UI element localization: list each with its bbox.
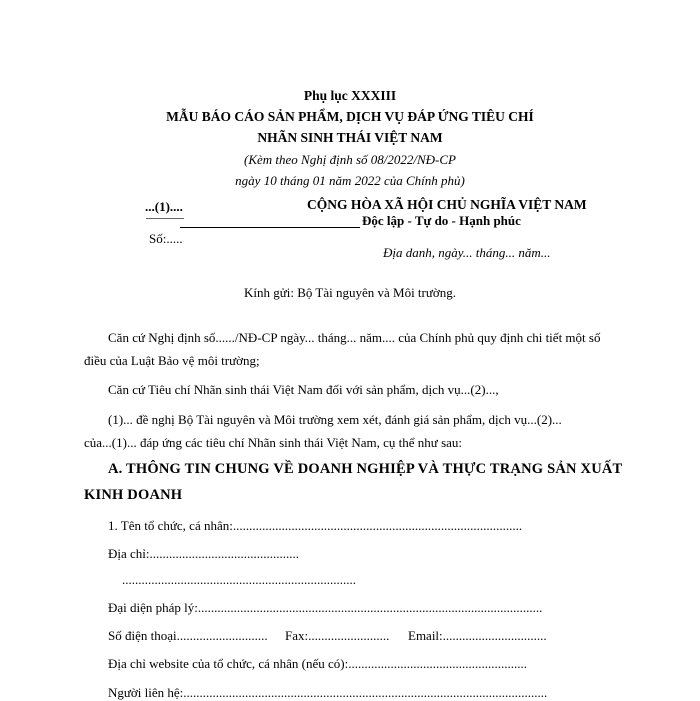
paragraph-3-cont: của...(1)... đáp ứng các tiêu chí Nhãn sinh thái Việt Nam, cụ thể như sau: <box>84 435 463 450</box>
org-code: ...(1).... <box>145 199 183 214</box>
email-field: Email:................................ <box>408 628 547 643</box>
paragraph-1-cont: điều của Luật Bảo vệ môi trường; <box>84 353 260 368</box>
address-field-cont: ........................................................................ <box>122 572 356 587</box>
org-name-field: 1. Tên tổ chức, cá nhân:......................................................................................... <box>108 518 523 533</box>
country-name: CỘNG HÒA XÃ HỘI CHỦ NGHĨA VIỆT NAM <box>307 197 587 212</box>
decree-reference: (Kèm theo Nghị định số 08/2022/NĐ-CP <box>244 152 456 167</box>
place-date: Địa danh, ngày... tháng... năm... <box>383 245 551 260</box>
motto-divider <box>180 227 360 228</box>
section-a-heading-cont: KINH DOANH <box>84 487 183 503</box>
decree-date: ngày 10 tháng 01 năm 2022 của Chính phủ) <box>235 173 465 188</box>
address-field: Địa chỉ:.............................................. <box>108 546 300 561</box>
org-underline <box>146 218 184 219</box>
document-title: MẪU BÁO CÁO SẢN PHẨM, DỊCH VỤ ĐÁP ỨNG TIÊU CHÍ <box>166 109 534 124</box>
document-number: Số:..... <box>149 231 183 246</box>
paragraph-2: Căn cứ Tiêu chí Nhãn sinh thái Việt Nam đối với sản phẩm, dịch vụ...(2)..., <box>108 382 499 397</box>
recipient: Kính gửi: Bộ Tài nguyên và Môi trường. <box>243 285 457 300</box>
website-field: Địa chỉ website của tổ chức, cá nhân (nếu có):....................................................... <box>108 656 527 671</box>
paragraph-1: Căn cứ Nghị định số....../NĐ-CP ngày... tháng... năm.... của Chính phủ quy định chi tiết một số <box>108 330 601 345</box>
phone-field: Số điện thoại............................ <box>108 628 268 643</box>
appendix-label: Phụ lục XXXIII <box>303 88 397 103</box>
legal-representative-field: Đại diện pháp lý:.......................................................................................................... <box>108 600 543 615</box>
contact-person-field: Người liên hệ:................................................................................................................ <box>108 685 548 700</box>
fax-field: Fax:......................... <box>285 628 390 643</box>
paragraph-3: (1)... đề nghị Bộ Tài nguyên và Môi trường xem xét, đánh giá sản phẩm, dịch vụ...(2)... <box>108 412 562 427</box>
document-title-line2: NHÃN SINH THÁI VIỆT NAM <box>257 130 443 145</box>
section-a-heading: A. THÔNG TIN CHUNG VỀ DOANH NGHIỆP VÀ THỰC TRẠNG SẢN XUẤT <box>108 461 623 477</box>
national-motto: Độc lập - Tự do - Hạnh phúc <box>362 213 521 228</box>
